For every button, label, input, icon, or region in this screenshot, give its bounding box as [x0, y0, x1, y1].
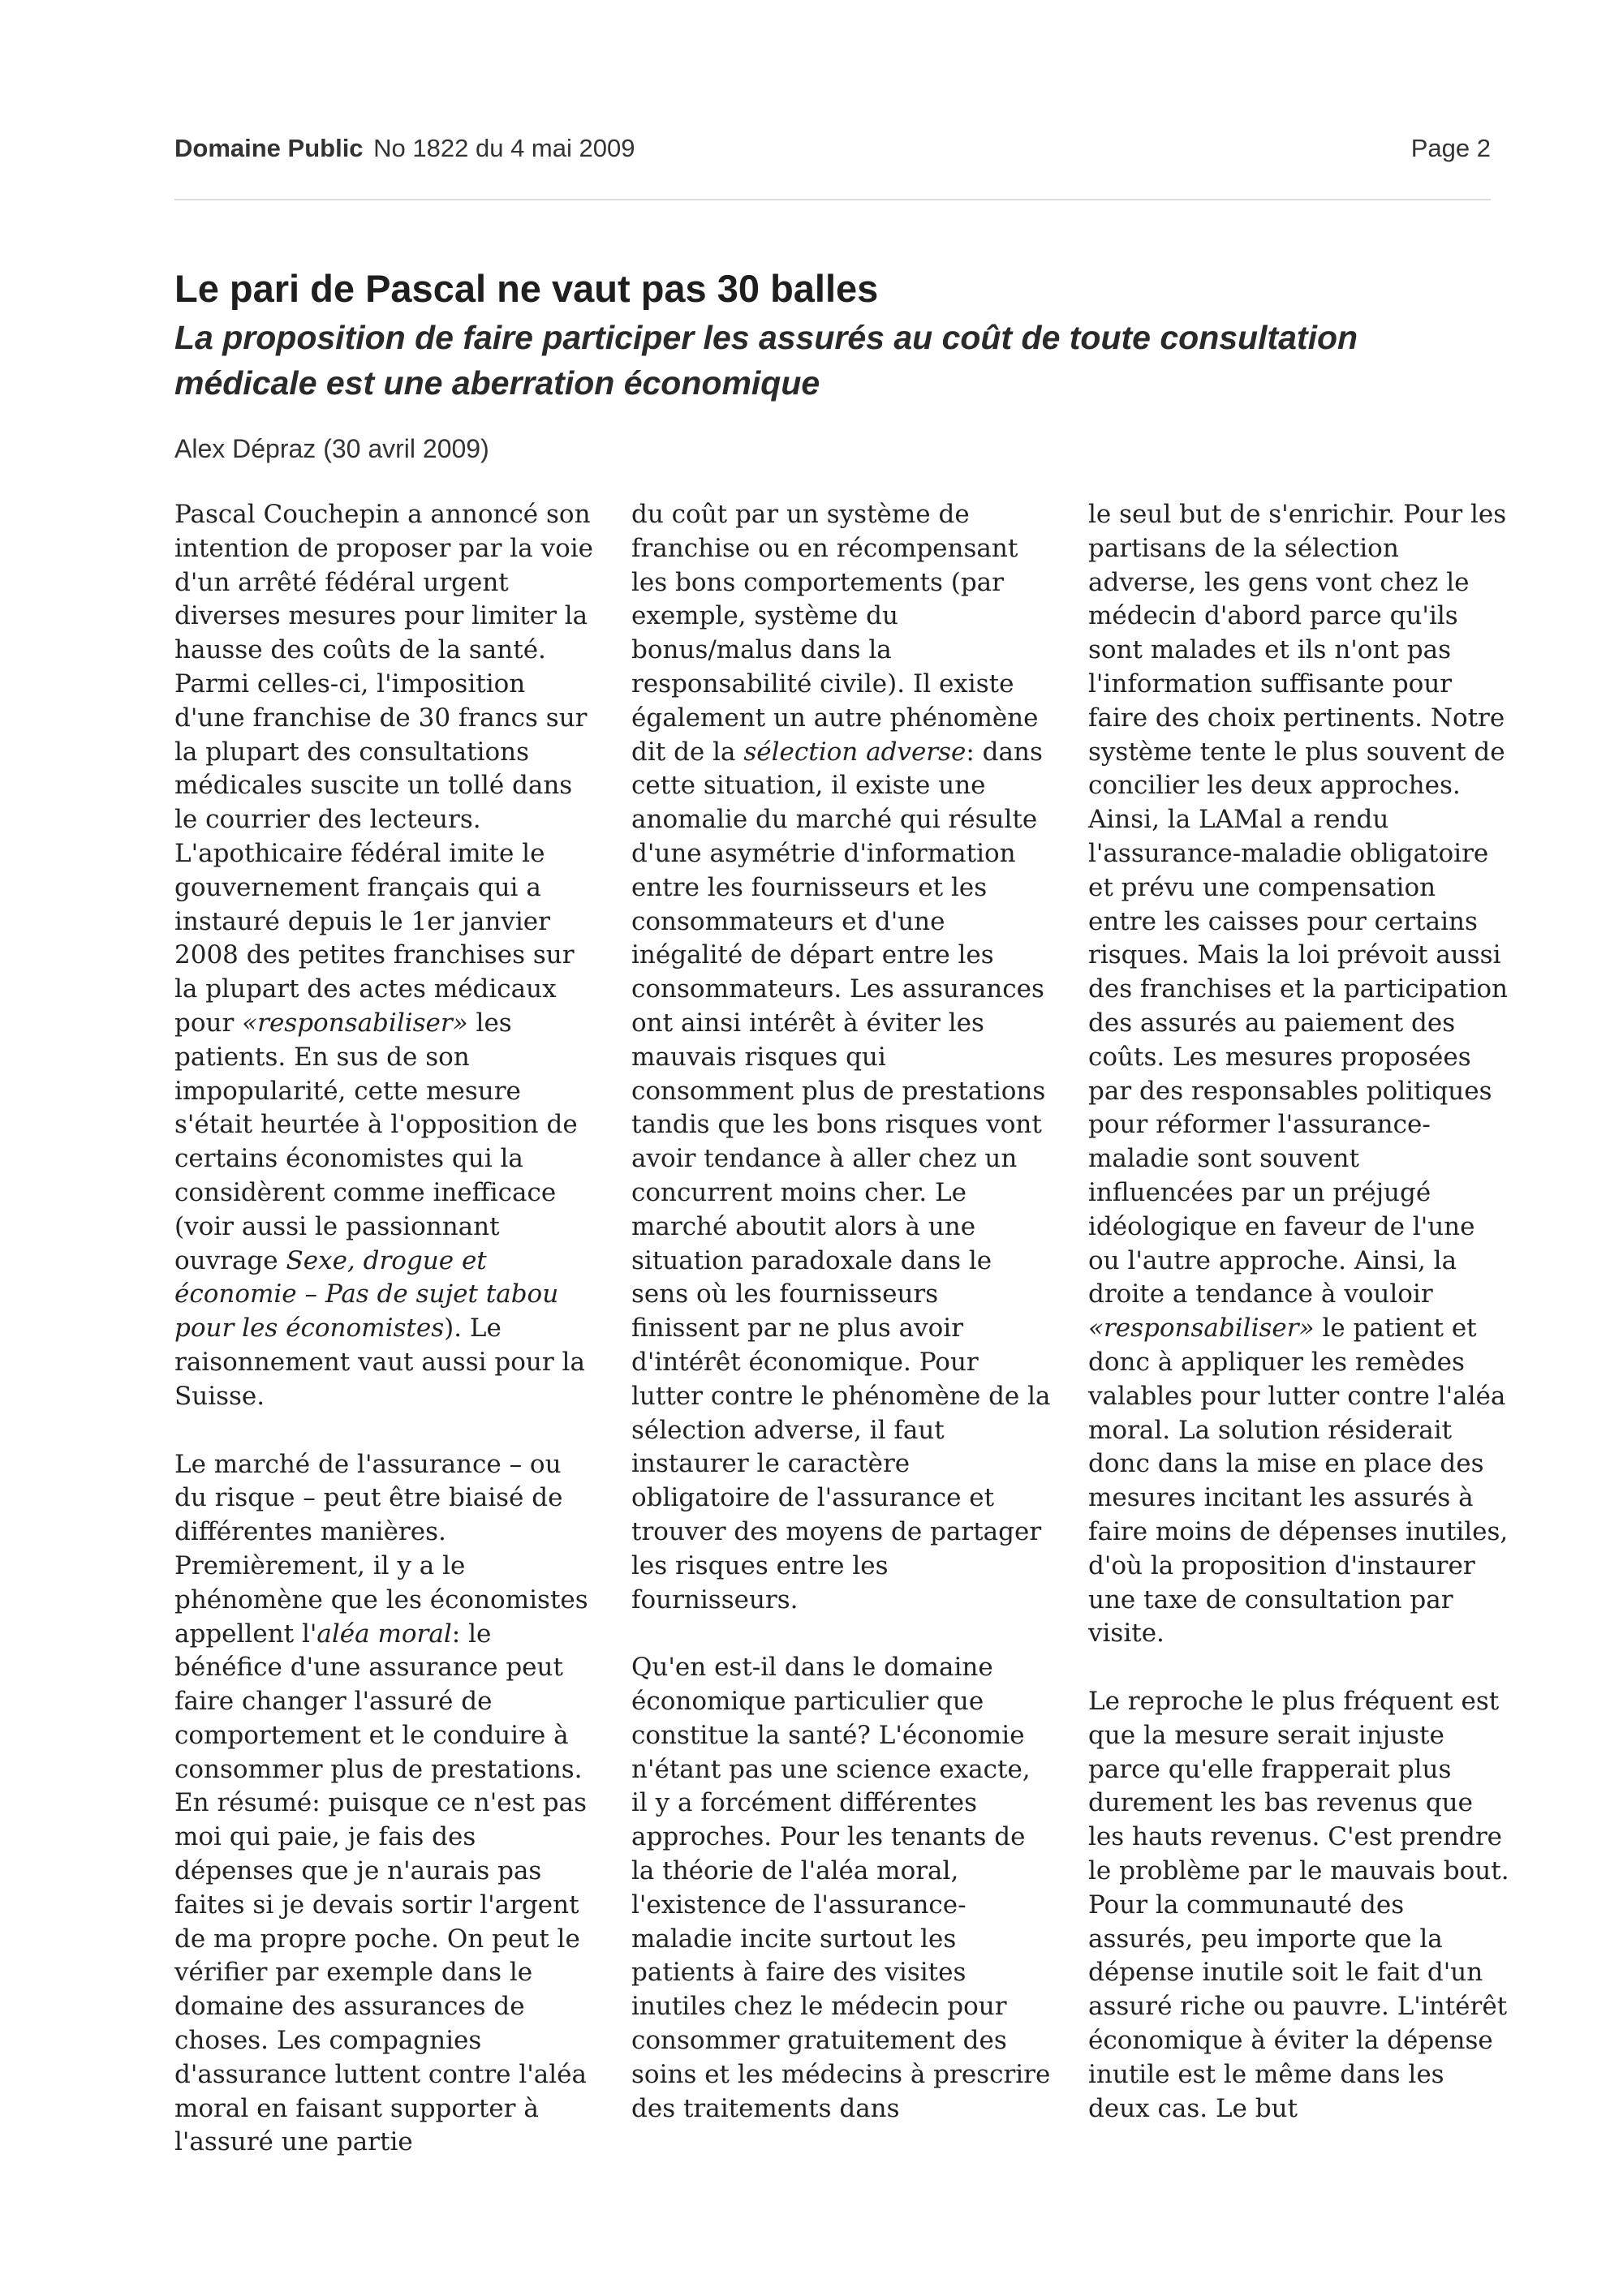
page-number: Page 2 [1410, 134, 1491, 162]
text-run: le patient et donc à appliquer les remèdes valables pour lutter contre l'aléa moral. La solution résiderait donc dans la mise en place des mesures incitant les assurés à faire moins de dépenses inutiles, d'où la proposition d'instaurer une taxe de consultation par visite. [1088, 1314, 1509, 1649]
text-run: ). Le raisonnement vaut aussi pour la Suisse. [174, 1314, 585, 1411]
paragraph [1088, 498, 1510, 1651]
emphasis: sélection adverse [743, 737, 966, 767]
emphasis: «responsabiliser» [242, 1008, 468, 1038]
paragraph [174, 498, 596, 1414]
paragraph: Le reproche le plus fréquent est que la mesure serait injuste parce qu'elle frapperait plus durement les bas revenus que les hauts revenus. C'est prendre le problème par le mauvais bout. Pour la communauté des assurés, peu importe que la dépense inutile soit le fait d'un assuré riche ou pauvre. L'intérêt économique à éviter la dépense inutile est le même dans les deux cas. Le but [1088, 1687, 1509, 2123]
text-run: le seul but de s'enrichir. Pour les partisans de la sélection adverse, les gens vont chez le médecin d'abord parce qu'ils sont malades et ils n'ont pas l'information suffisante pour faire des choix pertinents. Notre système tente le plus souvent de concilier les deux approches. Ainsi, la LAMal a rendu l'assurance-maladie obligatoire et prévu une compensation entre les caisses pour certains risques. Mais la loi prévoit aussi des franchises et la participation des assurés au paiement des coûts. Les mesures proposées par des responsables politiques pour réformer l'assurance-maladie sont souvent influencées par un préjugé idéologique en faveur de l'une ou l'autre approche. Ainsi, la droite a tendance à vouloir [1088, 500, 1508, 1309]
publication-name: Domaine Public [174, 134, 364, 162]
emphasis: aléa moral [316, 1619, 452, 1649]
emphasis: Sexe, drogue et économie – Pas de sujet tabou pour les économistes [174, 1245, 559, 1344]
text-run: du coût par un système de franchise ou en récompensant les bons comportements (par exemple, système du bonus/malus dans la responsabilité civile). Il existe également un autre phénomène dit de la [631, 500, 1039, 767]
issue-info: No 1822 du 4 mai 2009 [373, 134, 635, 162]
paragraph [631, 498, 1053, 1617]
paragraph [174, 1448, 596, 2161]
text-run: les patients. En sus de son impopularité, cette mesure s'était heurtée à l'opposition de certains économistes qui la considèrent comme inefficace (voir aussi le passionnant ouvrage [174, 1008, 578, 1275]
text-run: : le bénéfice d'une assurance peut faire changer l'assuré de comportement et le conduire à consommer plus de prestations. En résumé: puisque ce n'est pas moi qui paie, je fais des dépenses que je n'aurais pas faites si je devais sortir l'argent de ma propre poche. On peut le vérifier par exemple dans le domaine des assurances de choses. Les compagnies d'assurance luttent contre l'aléa moral en faisant supporter à l'assuré une partie [174, 1619, 588, 2157]
article-column-2 [631, 498, 1053, 2126]
text-run: : dans cette situation, il existe une anomalie du marché qui résulte d'une asymétrie d'information entre les fournisseurs et les consommateurs et d'une inégalité de départ entre les consommateurs. Les assurances ont ainsi intérêt à éviter les mauvais risques qui consomment plus de prestations tandis que les bons risques vont avoir tendance à aller chez un concurrent moins cher. Le marché aboutit alors à une situation paradoxale dans le sens où les fournisseurs finissent par ne plus avoir d'intérêt économique. Pour lutter contre le phénomène de la sélection adverse, il faut instaurer le caractère obligatoire de l'assurance et trouver des moyens de partager les risques entre les fournisseurs. [631, 737, 1051, 1615]
header-divider [174, 199, 1491, 200]
page-header [174, 134, 1491, 166]
text-run: Pascal Couchepin a annoncé son intention de proposer par la voie d'un arrêté fédéral urgent diverses mesures pour limiter la hausse des coûts de la santé. Parmi celles-ci, l'imposition d'une franchise de 30 francs sur la plupart des consultations médicales suscite un tollé dans le courrier des lecteurs. L'apothicaire fédéral imite le gouvernement français qui a instauré depuis le 1er janvier 2008 des petites franchises sur la plupart des actes médicaux pour [174, 500, 593, 1038]
article-column-1 [174, 498, 596, 2160]
article-subtitle: La proposition de faire participer les assurés au coût de toute consultation médicale est une aberration économique [174, 319, 1358, 402]
article-title: Le pari de Pascal ne vaut pas 30 balles [174, 267, 879, 310]
emphasis: «responsabiliser» [1088, 1314, 1315, 1344]
text-run: Le marché de l'assurance – ou du risque – peut être biaisé de différentes manières. Premièrement, il y a le phénomène que les économistes appellent l' [174, 1449, 588, 1649]
paragraph: Qu'en est-il dans le domaine économique particulier que constitue la santé? L'économie n'étant pas une science exacte, il y a forcément différentes approches. Pour les tenants de la théorie de l'aléa moral, l'existence de l'assurance-maladie incite surtout les patients à faire des visites inutiles chez le médecin pour consommer gratuitement des soins et les médecins à prescrire des traitements dans [631, 1653, 1051, 2123]
article-column-3 [1088, 498, 1510, 2126]
article-byline: Alex Dépraz (30 avril 2009) [174, 434, 489, 463]
